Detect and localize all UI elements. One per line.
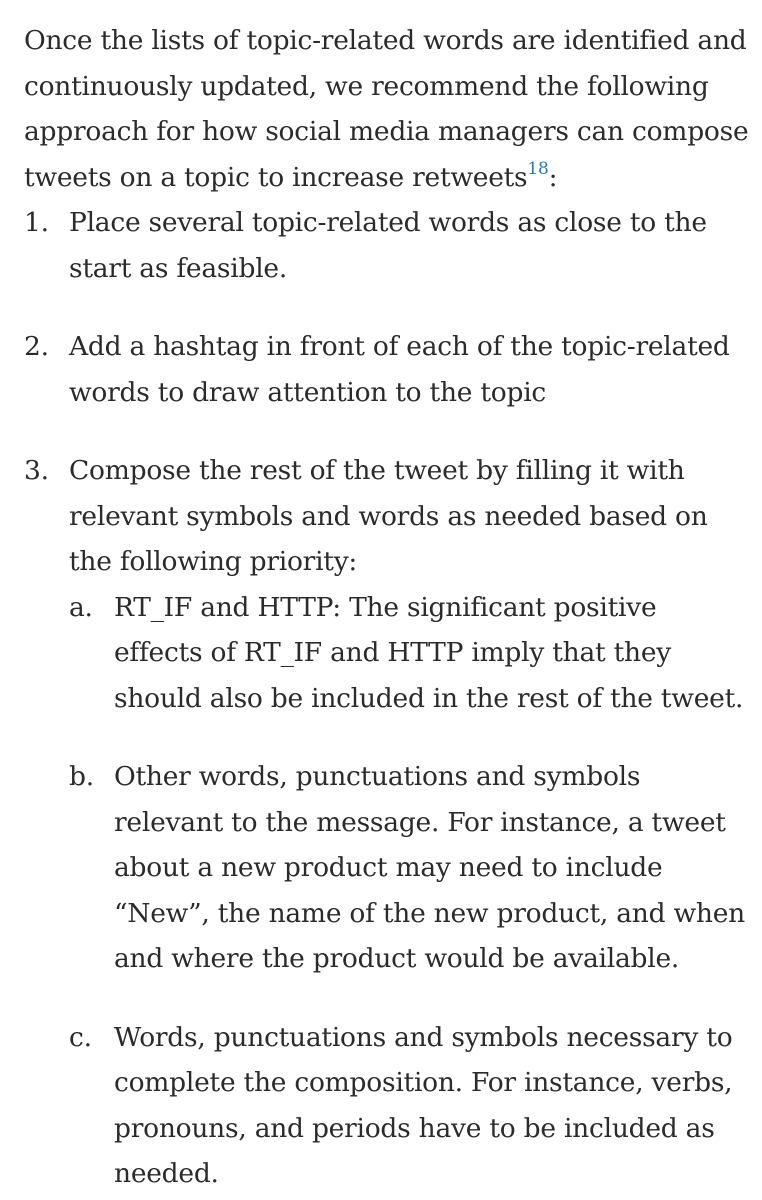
list-item-text: Place several topic-related words as close to the start as feasible.	[69, 207, 707, 284]
sub-list-item-text: Words, punctuations and symbols necessary to complete the composition. For instance, verbs, pronouns, and periods have to be included as needed.	[114, 1021, 733, 1189]
list-item-text: Compose the rest of the tweet by filling it with relevant symbols and words as needed based on the following priority:	[69, 455, 708, 577]
sub-list-marker: b.	[69, 761, 94, 792]
sub-list-item	[69, 1015, 749, 1197]
list-item-text: Add a hashtag in front of each of the topic-related words to draw attention to the topic	[69, 331, 730, 408]
list-item	[24, 448, 749, 1197]
list-marker: 3.	[24, 455, 49, 486]
sub-list-item	[69, 585, 749, 722]
sub-list-marker: a.	[69, 591, 93, 623]
intro-end-punctuation: :	[548, 161, 558, 193]
sub-steps-list	[69, 585, 749, 1197]
intro-paragraph	[24, 18, 749, 200]
list-item	[24, 200, 749, 291]
sub-list-marker: c.	[69, 1021, 92, 1053]
footnote-link[interactable]: 18	[527, 158, 549, 179]
sub-list-item-text: Other words, punctuations and symbols relevant to the message. For instance, a tweet about a new product may need to include “New”, the name of the new product, and when and where the product would be available.	[114, 761, 745, 974]
sub-list-item-text: RT_IF and HTTP: The significant positive effects of RT_IF and HTTP imply that they should also be included in the rest of the tweet.	[114, 591, 744, 714]
list-marker: 2.	[24, 331, 49, 362]
steps-list	[24, 200, 749, 1197]
list-marker: 1.	[24, 207, 49, 238]
document-body	[24, 18, 749, 1197]
sub-list-item	[69, 754, 749, 982]
list-item	[24, 324, 749, 415]
intro-text: Once the lists of topic-related words are identified and continuously updated, we recommend the following approach for how social media managers can compose tweets on a topic to increase retweets	[24, 25, 749, 193]
